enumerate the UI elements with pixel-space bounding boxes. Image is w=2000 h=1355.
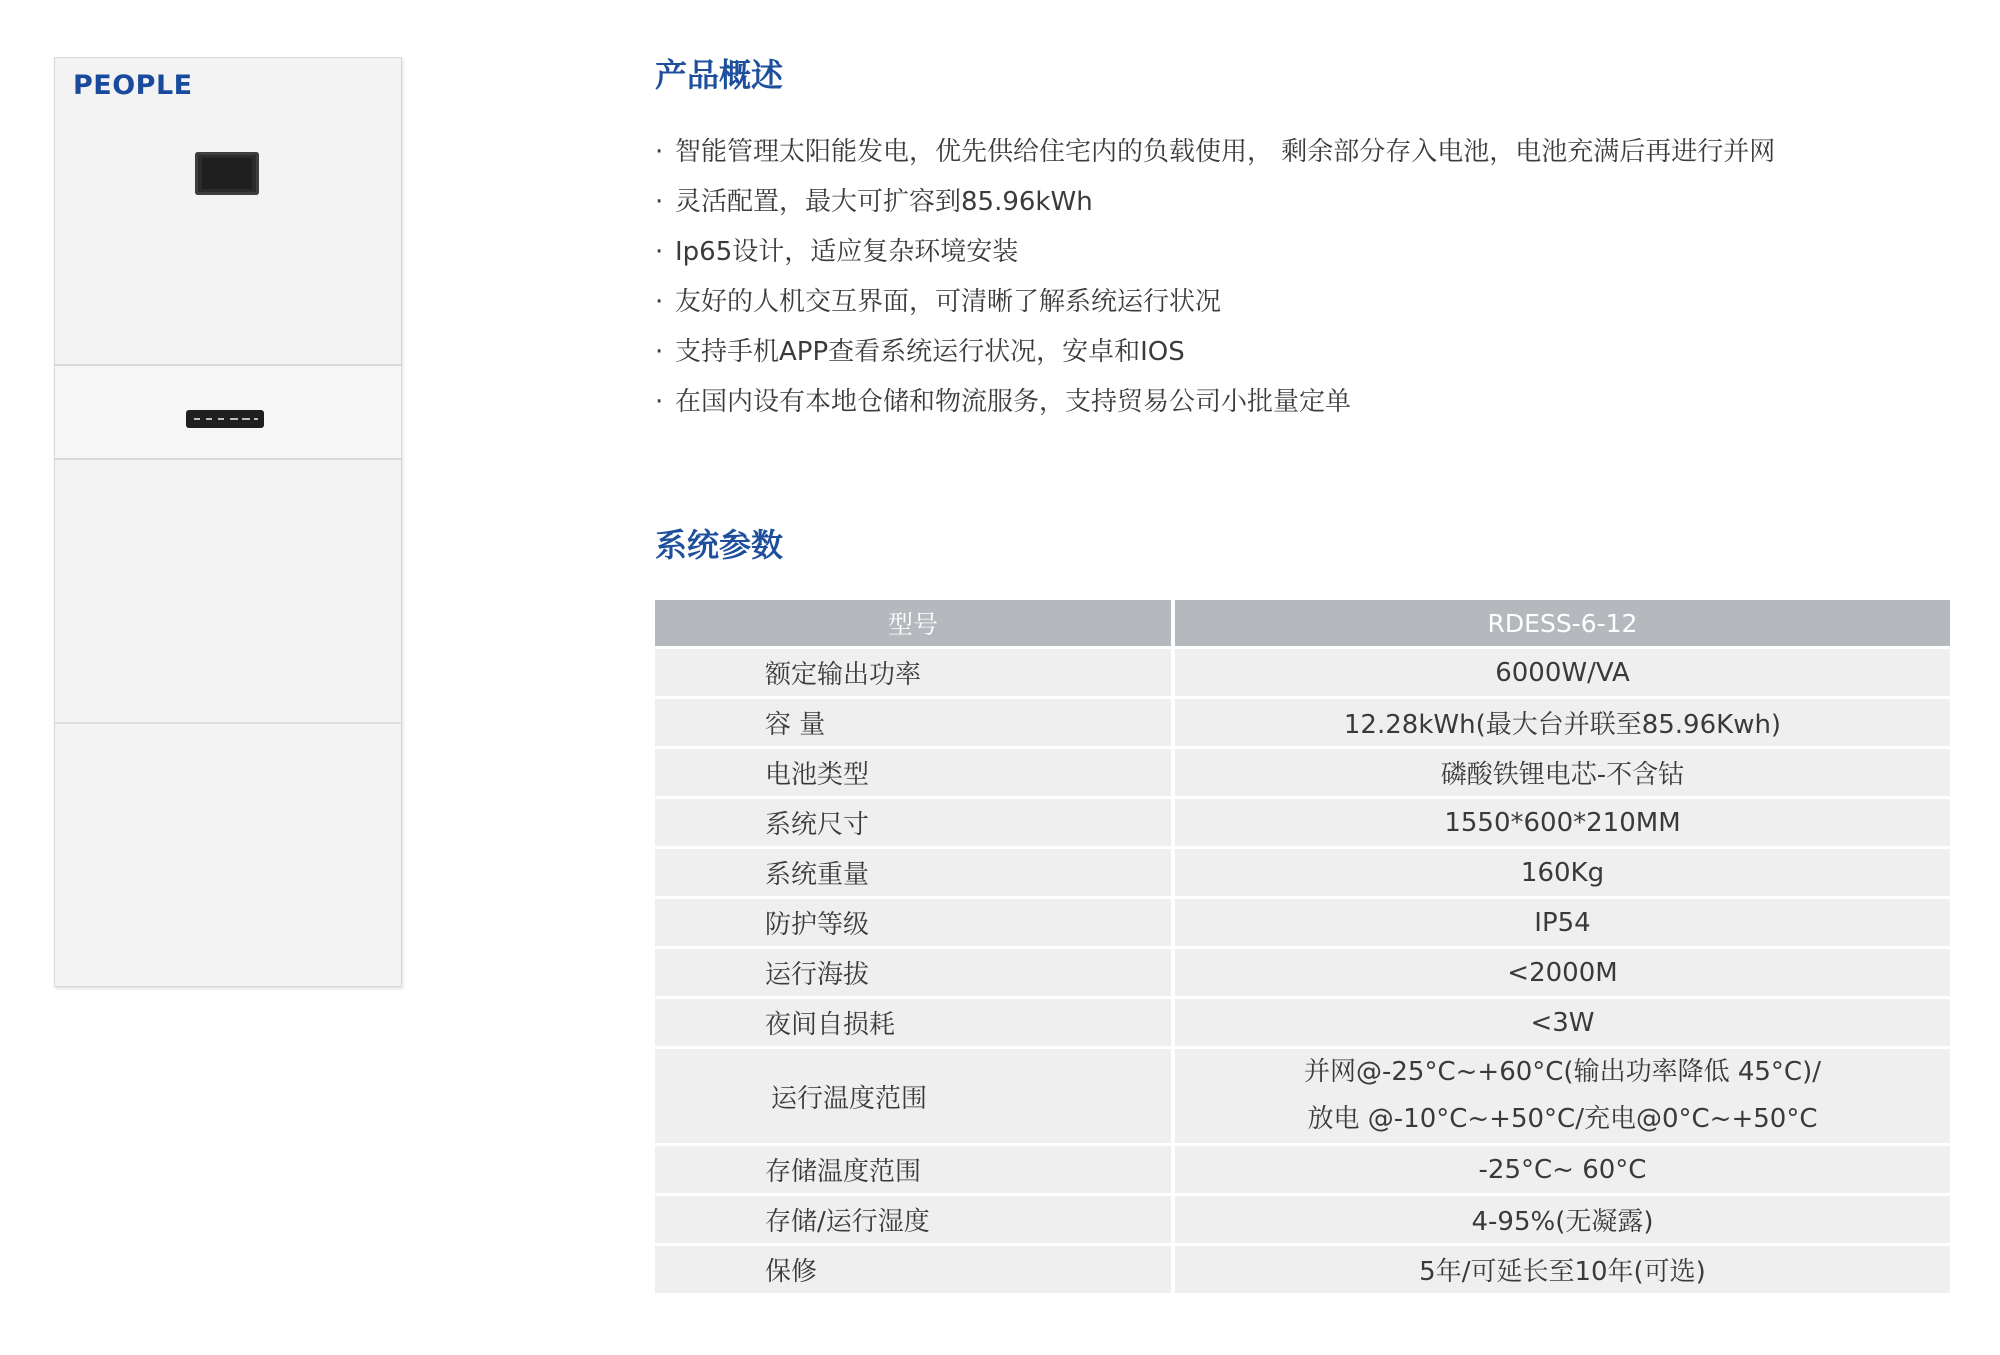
brand-logo: PEOPLE <box>73 70 193 101</box>
row-key: 容 量 <box>655 699 1175 749</box>
row-value-line: 并网@-25°C~+60°C(输出功率降低 45°C)/ <box>1304 1057 1821 1087</box>
header-value: RDESS-6-12 <box>1175 600 1950 649</box>
row-key: 防护等级 <box>655 899 1175 949</box>
row-key: 运行海拔 <box>655 949 1175 999</box>
row-value: 12.28kWh(最大台并联至85.96Kwh) <box>1175 699 1950 749</box>
indicator-strip-icon <box>186 410 264 428</box>
table-row <box>655 999 1950 1049</box>
row-value: 磷酸铁锂电芯-不含钴 <box>1175 749 1950 799</box>
table-row <box>655 649 1950 699</box>
table-row <box>655 1196 1950 1246</box>
table-row <box>655 1146 1950 1196</box>
row-value: 160Kg <box>1175 849 1950 899</box>
row-key: 存储/运行湿度 <box>655 1196 1175 1246</box>
feature-item: · 在国内设有本地仓储和物流服务，支持贸易公司小批量定单 <box>655 387 1352 417</box>
feature-item: · 友好的人机交互界面，可清晰了解系统运行状况 <box>655 287 1222 317</box>
row-value: -25°C~ 60°C <box>1175 1146 1950 1196</box>
table-row <box>655 699 1950 749</box>
row-value: 6000W/VA <box>1175 649 1950 699</box>
params-title: 系统参数 <box>655 526 784 564</box>
product-image <box>54 57 402 987</box>
row-key: 系统尺寸 <box>655 799 1175 849</box>
row-value <box>1175 1049 1950 1146</box>
row-key: 夜间自损耗 <box>655 999 1175 1049</box>
row-value-line: 放电 @-10°C~+50°C/充电@0°C~+50°C <box>1307 1104 1818 1134</box>
row-value: 1550*600*210MM <box>1175 799 1950 849</box>
feature-item: · 智能管理太阳能发电，优先供给住宅内的负载使用， 剩余部分存入电池，电池充满后再进行并网 <box>655 137 1776 167</box>
overview-title: 产品概述 <box>655 56 784 94</box>
table-row <box>655 849 1950 899</box>
table-row <box>655 899 1950 949</box>
row-value: <2000M <box>1175 949 1950 999</box>
cabinet-battery-panel-1 <box>55 460 401 724</box>
header-key: 型号 <box>655 600 1175 649</box>
row-key: 存储温度范围 <box>655 1146 1175 1196</box>
table-row <box>655 749 1950 799</box>
cabinet-top-panel <box>55 58 401 366</box>
table-row <box>655 799 1950 849</box>
feature-item: · 灵活配置，最大可扩容到85.96kWh <box>655 187 1093 217</box>
spec-table <box>655 600 1950 1296</box>
table-row <box>655 1049 1950 1146</box>
feature-list <box>655 127 1775 427</box>
row-key: 运行温度范围 <box>655 1049 1175 1146</box>
row-value: IP54 <box>1175 899 1950 949</box>
cabinet-battery-panel-2 <box>55 724 401 986</box>
row-key: 电池类型 <box>655 749 1175 799</box>
cabinet-indicator-panel <box>55 366 401 460</box>
table-row <box>655 949 1950 999</box>
row-value: 4-95%(无凝露) <box>1175 1196 1950 1246</box>
row-value: 5年/可延长至10年(可选) <box>1175 1246 1950 1296</box>
feature-item: · 支持手机APP查看系统运行状况，安卓和IOS <box>655 337 1185 367</box>
row-key: 保修 <box>655 1246 1175 1296</box>
row-key: 系统重量 <box>655 849 1175 899</box>
row-key: 额定输出功率 <box>655 649 1175 699</box>
display-screen-icon <box>195 152 259 195</box>
feature-item: · Ip65设计，适应复杂环境安装 <box>655 237 1019 267</box>
table-header-row <box>655 600 1950 649</box>
table-row <box>655 1246 1950 1296</box>
row-value: <3W <box>1175 999 1950 1049</box>
